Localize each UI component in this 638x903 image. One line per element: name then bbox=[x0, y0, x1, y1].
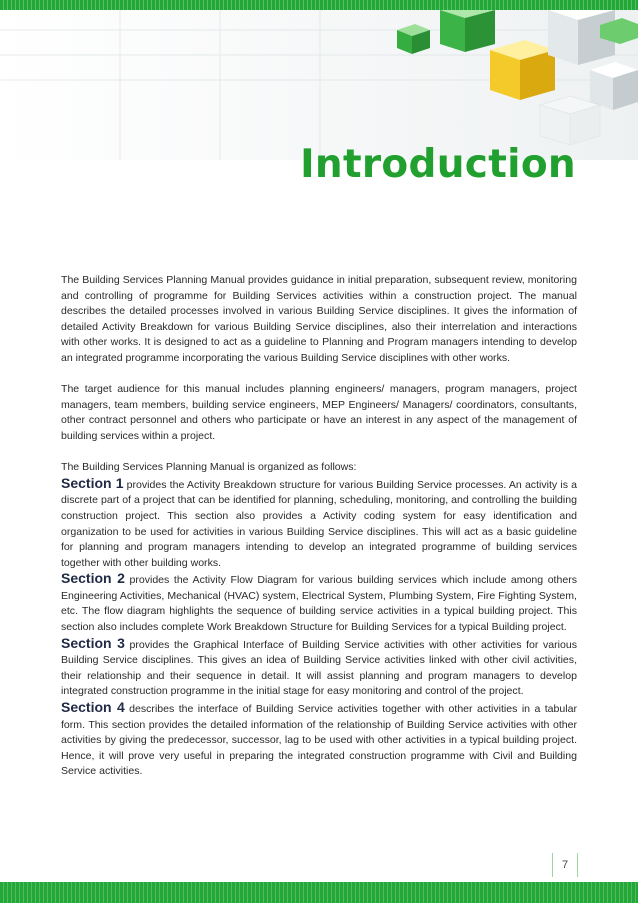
body-content bbox=[61, 273, 577, 780]
section-3-label: Section 3 bbox=[61, 634, 125, 651]
section-1-label: Section 1 bbox=[61, 474, 124, 491]
section-2-text: provides the Activity Flow Diagram for various building services which include among others Engineering Activities, Mechanical (HVAC) system, Electrical System, Plumbing System, Fire Fighting System, etc. The flow diagram highlights the sequence of building service activities in a typical building project. This section also includes complete Work Breakdown Structure for Building Services for a typical Building project. bbox=[61, 574, 578, 634]
header-cubes-graphic bbox=[0, 10, 638, 160]
section-1-text: provides the Activity Breakdown structure for various Building Service processes. An activity is a discrete part of a project that can be identified for planning, scheduling, monitoring, and controlling the building construction project. This section also provides a Activity coding system for easy identification and organization to be used for activities in various Building Service disciplines. This will act as a basic guideline for planning and program managers intending to develop an integrated programme of building services together with other building works. bbox=[61, 478, 577, 569]
page-number: 7 bbox=[552, 853, 578, 877]
section-4-label: Section 4 bbox=[61, 699, 125, 716]
section-3-text: provides the Graphical Interface of Building Service activities with other activities for various Building Service disciplines. This gives an idea of Building Service activities linked with other civil activities, their relationship and their sequence in detail. It will assist planning and program managers to develop integrated construction programme in the initial stage for easy monitoring and control of the project. bbox=[61, 638, 577, 698]
intro-paragraph-3: The Building Services Planning Manual is organized as follows: bbox=[61, 461, 357, 474]
section-3-paragraph bbox=[61, 636, 577, 700]
intro-paragraph-2: The target audience for this manual includes planning engineers/ managers, program managers, project managers, team members, building service engineers, MEP Engineers/ Managers/ coordinators, consultants, other contract personnel and others who participate or have an interest in any aspect of the management of building services within a project. bbox=[61, 383, 577, 442]
top-green-bar bbox=[0, 0, 638, 10]
section-4-paragraph bbox=[61, 700, 577, 780]
intro-paragraph-1: The Building Services Planning Manual provides guidance in initial preparation, subsequent review, monitoring and controlling of programme for Building Services activities within a construction project. The manual describes the detailed processes involved in various Building Service disciplines. It gives the information of detailed Activity Breakdown for various Building Service disciplines, also their interrelation and interactions with other works. It is designed to act as a guideline to Planning and Program managers intending to develop an integrated programme incorporating the various Building Service disciplines with other works. bbox=[61, 274, 577, 364]
bottom-green-bar bbox=[0, 882, 638, 903]
section-2-paragraph bbox=[61, 571, 577, 635]
section-2-label: Section 2 bbox=[61, 570, 125, 587]
section-1-paragraph bbox=[61, 476, 577, 572]
page-title: Introduction bbox=[300, 142, 576, 187]
section-4-text: describes the interface of Building Service activities together with other activities in a tabular form. This section provides the detailed information of the relationship of Building Service activities with other activities by giving the predecessor, successor, lag to be used with other activities in a typical building project. Hence, it will prove very useful in preparing the integrated construction programme with Civil and Building Service activities. bbox=[61, 703, 577, 778]
